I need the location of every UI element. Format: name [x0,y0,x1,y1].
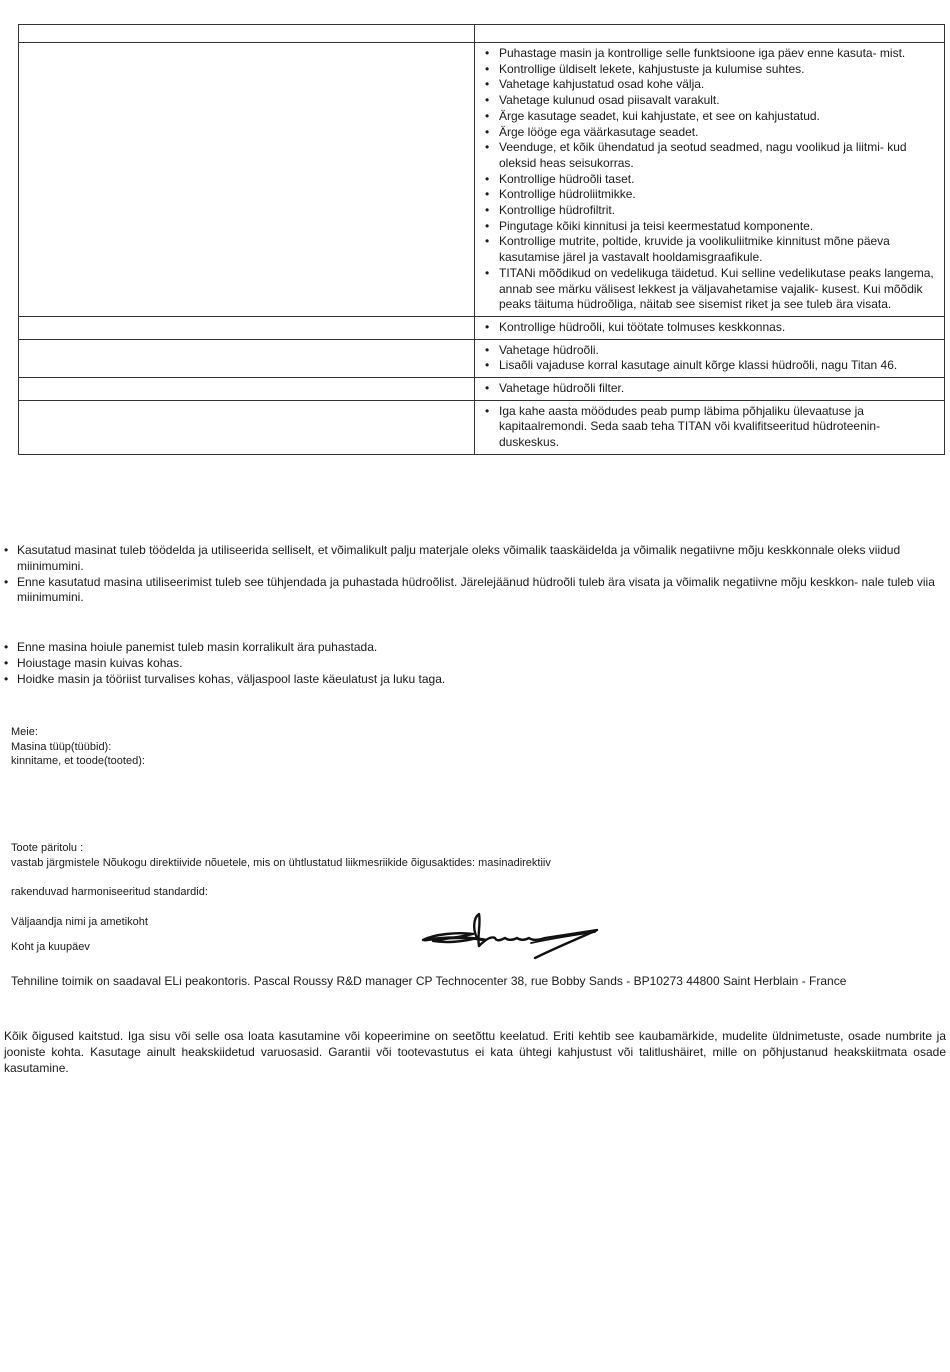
table-row [19,400,945,454]
task-list [484,381,936,397]
table-row [19,316,945,339]
directive-text: vastab järgmistele Nõukogu direktiivide nõuetele, mis on ühtlustatud liikmesriikide õigusaktides: masinadirektiiv [11,856,551,869]
list-item: • Kasutatud masinat tuleb töödelda ja utiliseerida selliselt, et võimalikult palju materjale oleks võimalik taaskäidelda ja võimalik negatiivne mõju keskkonnale oleks viidud miinimumini. [0,543,948,575]
declaration-header [11,725,145,769]
list-item: • Kontrollige mutrite, poltide, kruvide ja voolikuliitmike kinnitust mõne päeva kasutamise järel ja vastavalt hooldamisgraafikule. [484,234,936,265]
interval-cell [19,316,475,339]
task-cell [475,339,945,377]
list-item: • Hoiustage masin kuivas kohas. [0,656,948,672]
rights-notice: Kõik õigused kaitstud. Iga sisu või selle osa loata kasutamine või kopeerimine on seetõttu keelatud. Eriti kehtib see kaubamärkide, mudelite üldnimetuste, osade numbrite ja jooniste kohta. Kasutage ainult heakskiidetud varuosasid. Garantii või tootevastutus ei kata ühtegi kahjustust või talitlushäiret, mille on põhjustanud heakskiitmata osade kasutamine. [4,1029,946,1075]
list-item: • Lisaõli vajaduse korral kasutage ainult kõrge klassi hüdroõli, nagu Titan 46. [484,358,936,374]
task-cell [475,316,945,339]
storage-list [0,640,948,687]
task-list [484,404,936,451]
table-row [19,43,945,317]
list-item: • Enne kasutatud masina utiliseerimist tuleb see tühjendada ja puhastada hüdroõlist. Järelejäänud hüdroõli tuleb ära visata ja võimalik negatiivne mõju keskkon- nale tuleb viia miinimumini. [0,575,948,607]
table-row [19,378,945,401]
list-item: • Vahetage kahjustatud osad kohe välja. [484,77,936,93]
task-header-cell [475,25,945,43]
issuer-label: Väljaandja nimi ja ametikoht [11,916,148,928]
list-item: • Vahetage hüdroõli. [484,343,936,359]
task-cell [475,400,945,454]
list-item: • Hoidke masin ja tööriist turvalises kohas, väljaspool laste käeulatust ja luku taga. [0,672,948,688]
origin-label: Toote päritolu : [11,842,84,854]
task-cell [475,43,945,317]
list-item: • Kontrollige hüdrofiltrit. [484,203,936,219]
signature [415,910,605,966]
interval-cell [19,400,475,454]
list-item: • Vahetage kulunud osad piisavalt varakult. [484,93,936,109]
signature-icon [415,910,605,966]
technical-file-text: Tehniline toimik on saadaval ELi peakontoris. Pascal Roussy R&D manager CP Technocenter 38, rue Bobby Sands - BP10273 44800 Saint Herblain - France [11,974,847,988]
interval-header-cell [19,25,475,43]
table-header-row [19,25,945,43]
list-item: • Veenduge, et kõik ühendatud ja seotud seadmed, nagu voolikud ja liitmi- kud oleksid heas seisukorras. [484,140,936,171]
list-item: • Kontrollige hüdroõli taset. [484,172,936,188]
interval-cell [19,378,475,401]
list-item: • TITANi mõõdikud on vedelikuga täidetud. Kui selline vedelikutase peaks langema, annab see märku välisest lekkest ja väljavahetamise vajalik- kusest. Kui mõõdik peaks täituma hüdroõliga, näitab see sisemist riket ja see tuleb ära visata. [484,266,936,313]
interval-cell [19,339,475,377]
place-date-label: Koht ja kuupäev [11,941,90,953]
task-list [484,343,936,374]
list-item: • Enne masina hoiule panemist tuleb masin korralikult ära puhastada. [0,640,948,656]
task-list [484,320,936,336]
table-row [19,339,945,377]
list-item: • Vahetage hüdroõli filter. [484,381,936,397]
list-item: • Pingutage kõiki kinnitusi ja teisi keermestatud komponente. [484,219,936,235]
list-item: • Ärge kasutage seadet, kui kahjustate, et see on kahjustatud. [484,109,936,125]
task-list [484,46,936,313]
declaration-origin [11,841,551,870]
list-item: • Ärge lööge ega väärkasutage seadet. [484,125,936,141]
declaration-we-label: Meie: [11,726,38,738]
list-item: • Kontrollige hüdroõli, kui töötate tolmuses keskkonnas. [484,320,936,336]
list-item: • Puhastage masin ja kontrollige selle funktsioone iga päev enne kasuta- mist. [484,46,936,62]
list-item: • Kontrollige üldiselt lekete, kahjustuste ja kulumise suhtes. [484,62,936,78]
confirm-label: kinnitame, et toode(tooted): [11,755,145,767]
maintenance-table [18,24,945,455]
machine-type-label: Masina tüüp(tüübid): [11,740,112,753]
list-item: • Iga kahe aasta möödudes peab pump läbima põhjaliku ülevaatuse ja kapitaalremondi. Seda saab teha TITAN või kvalifitseeritud hüdroteenin- duskeskus. [484,404,936,451]
standards-label: rakenduvad harmoniseeritud standardid: [11,886,208,898]
list-item: • Kontrollige hüdroliitmikke. [484,187,936,203]
interval-cell [19,43,475,317]
disposal-list [0,543,948,606]
task-cell [475,378,945,401]
